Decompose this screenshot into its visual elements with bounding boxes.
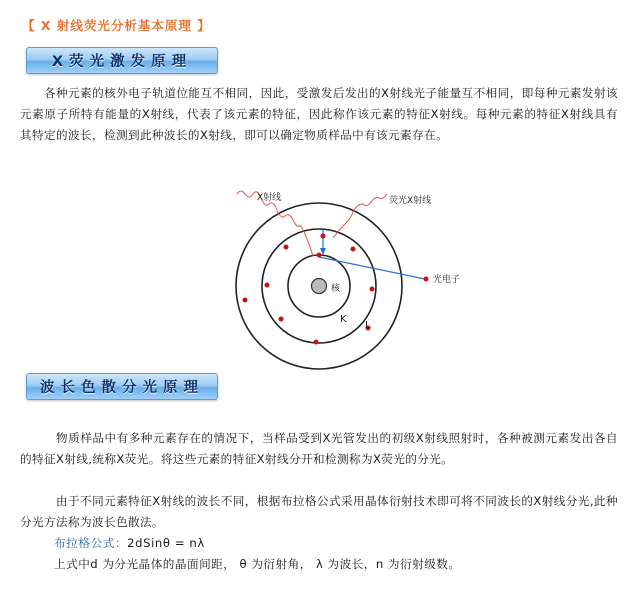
k-shell-label: K [340,314,347,325]
photoelectron-path [319,257,425,279]
atom-diagram [225,180,495,370]
bragg-formula [54,533,205,554]
section-heading-dispersion [26,373,218,400]
l-shell-label: L [365,320,371,331]
page-title: 【 X 射线荧光分析基本原理 】 [22,18,211,33]
dispersion-paragraph-1: 物质样品中有多种元素存在的情况下，当样品受到X光管发出的初级X射线照射时，各种被测元素发出各自的特征X射线,统称X荧光。将这些元素的特征X射线分开和检测称为X荧光的分光。 [20,431,618,466]
electron [265,283,270,288]
photoelectron-dot [424,277,429,282]
section-heading-excitation [26,47,218,74]
electron [314,340,319,345]
electron [370,287,375,292]
section-heading-dispersion-text: 波长色散分光原理 [40,380,204,396]
bragg-formula-label: 布拉格公式： [54,536,128,550]
fluorescence-wave [333,194,387,238]
nucleus-label: 核 [331,284,341,294]
photoelectron-label: 光电子 [433,275,461,285]
electron [321,234,326,239]
electron [279,317,284,322]
electron [243,298,248,303]
dispersion-paragraph-2: 由于不同元素特征X射线的波长不同，根据布拉格公式采用晶体衍射技术即可将不同波长的X射线分光,此种分光方法称为波长色散法。 [20,494,618,529]
excitation-paragraph: 各种元素的核外电子轨道位能互不相同，因此，受激发后发出的X射线光子能量互不相同，即每种元素发射该元素原子所特有能量的X射线，代表了该元素的特征，因此称作该元素的特征X射线。每种元素的特征X射线具有其特定的波长，检测到此种波长的X射线，即可以确定物质样品中有该元素存在。 [20,86,618,142]
xray-label: X射线 [257,193,282,203]
bragg-formula-value: 2dSinθ = nλ [127,536,205,550]
electron [317,253,322,258]
nucleus [312,279,327,294]
electron [284,245,289,250]
section-heading-excitation-text: X荧光激发原理 [51,54,193,70]
electron [351,247,356,252]
formula-explanation: 上式中d 为分光晶体的晶面间距， θ 为衍射角， λ 为波长，n 为衍射级数。 [54,557,461,571]
fluorescence-label: 荧光X射线 [389,196,432,206]
